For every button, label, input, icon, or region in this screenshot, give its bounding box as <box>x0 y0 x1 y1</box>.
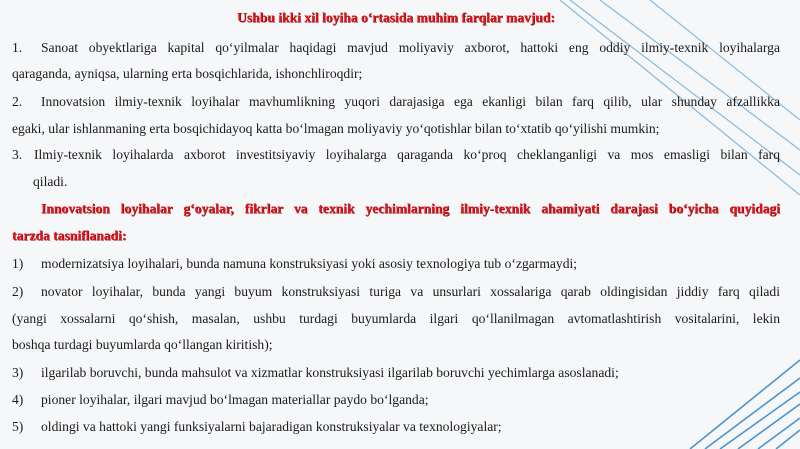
list-item-number: 1. <box>12 40 23 55</box>
list-item-text: Ilmiy-texnik loyihalarda axborot investitsiyaviy loyihalarga qaraganda ko‘proq cheklanganligi va mos emasligi bilan farq <box>34 147 780 162</box>
list-item-number: 5) <box>12 419 24 434</box>
list-item-text: Innovatsion ilmiy-texnik loyihalar mavhumlikning yuqori darajasiga ega ekanligi bilan farq qilib, ular shunday afzallikka <box>41 94 780 109</box>
list-item <box>12 282 780 302</box>
list-item-continuation: qiladi. <box>33 174 68 189</box>
list-item-continuation: qaraganda, ayniqsa, ularning erta bosqichlarida, ishonchliroqdir; <box>12 66 363 81</box>
heading-classification-continuation: tarzda tasniflanadi: <box>12 228 127 243</box>
list-item-text: novator loyihalar, bunda yangi buyum konstruksiyasi turiga va unsurlari xossalariga qarab oldingisidan jiddiy farq qiladi <box>41 284 780 299</box>
list-item-text: oldingi va hattoki yangi funksiyalarni bajaradigan konstruksiyalar va texnologiyalar; <box>41 419 502 434</box>
list-item-number: 3. <box>12 147 23 162</box>
list-item-text: ilgarilab boruvchi, bunda mahsulot va xizmatlar konstruksiyasi ilgarilab boruvchi yechimlarga asoslanadi; <box>41 365 619 380</box>
list-item-number: 3) <box>12 365 24 380</box>
list-item <box>12 145 780 165</box>
list-item-text: Sanoat obyektlariga kapital qo‘yilmalar haqidagi mavjud moliyaviy axborot, hattoki eng oddiy ilmiy-texnik loyihalarga <box>41 40 780 55</box>
list-item-number: 1) <box>12 256 24 271</box>
heading-classification: Innovatsion loyihalar g‘oyalar, fikrlar va texnik yechimlarning ilmiy-texnik ahamiyati darajasi bo‘yicha quyidagi <box>41 201 780 216</box>
list-item-continuation: (yangi xossalarni qo‘shish, masalan, ushbu turdagi buyumlarda ilgari qo‘llanilmagan avtomatlashtirish vositalarini, lekin <box>12 311 780 326</box>
list-item-number: 2) <box>12 284 24 299</box>
list-item <box>12 363 780 383</box>
list-item-number: 2. <box>12 94 23 109</box>
list-item <box>12 390 780 410</box>
list-item-continuation: boshqa turdagi buyumlarda qo‘llangan kiritish); <box>12 337 273 352</box>
list-item-continuation: egaki, ular ishlanmaning erta bosqichidayoq katta bo‘lmagan moliyaviy yo‘qotishlar bilan to‘xtatib qo‘yilishi mumkin; <box>12 121 660 136</box>
list-item <box>12 92 780 112</box>
list-item <box>12 38 780 58</box>
list-item <box>12 417 780 437</box>
list-item <box>12 254 780 274</box>
list-item-text: modernizatsiya loyihalari, bunda namuna konstruksiyasi yoki asosiy texnologiya tub o‘zgarmaydi; <box>41 256 578 271</box>
heading-differences: Ushbu ikki xil loyiha o‘rtasida muhim farqlar mavjud: <box>237 10 555 25</box>
list-item-text: pioner loyihalar, ilgari mavjud bo‘lmagan materiallar paydo bo‘lganda; <box>41 392 429 407</box>
list-item-number: 4) <box>12 392 24 407</box>
